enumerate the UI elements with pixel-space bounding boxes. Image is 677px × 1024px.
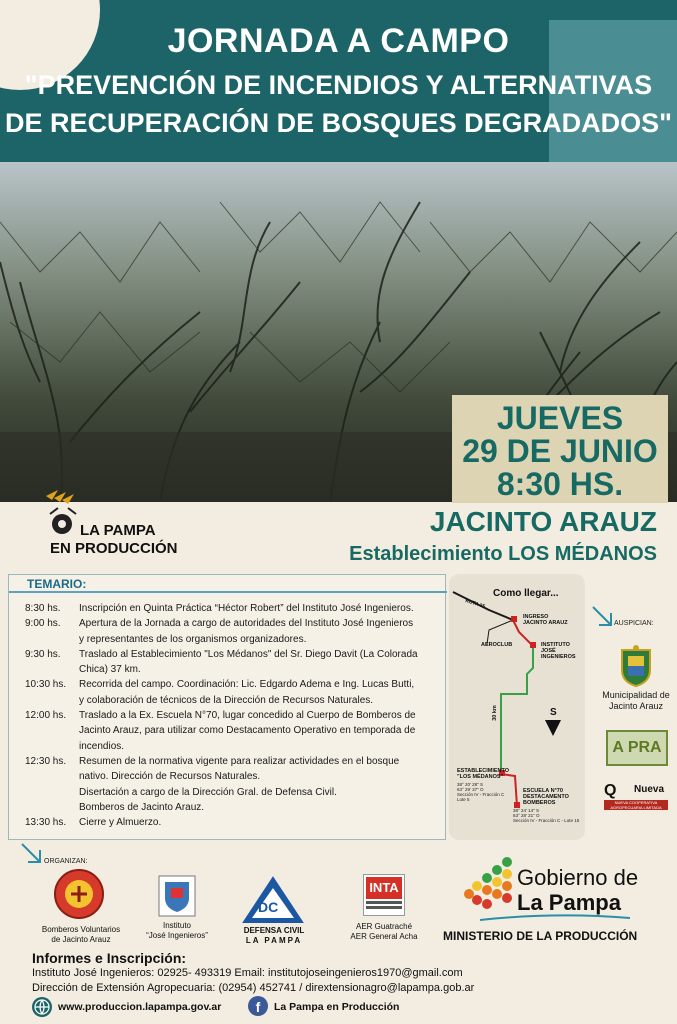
temario-item	[25, 815, 441, 830]
temario-text: incendios.	[79, 740, 125, 752]
temario-time: 9:30 hs.	[25, 648, 61, 660]
temario-item	[25, 754, 441, 815]
map-distance-label: 30 km	[491, 705, 498, 721]
temario-item	[25, 647, 441, 678]
map-ingreso-line: INGRESO	[523, 614, 549, 620]
municipalidad-shield-icon	[618, 644, 654, 688]
temario-item	[25, 677, 441, 708]
organizan-arrow-icon	[20, 842, 44, 866]
informes-extension-line: Dirección de Extensión Agropecuaria: (02954) 452741 / dirextensionagro@lapampa.gob.ar	[32, 982, 475, 994]
map-ingreso-label	[523, 614, 568, 626]
coord-line: 63° 29' 37" O	[457, 787, 484, 792]
gobierno-dots-logo-icon	[463, 856, 517, 910]
temario-text: Cierre y Almuerzo.	[79, 817, 162, 829]
temario-list	[25, 601, 441, 830]
brand-line-1: LA PAMPA	[80, 522, 156, 539]
instituto-logo-icon	[157, 874, 197, 918]
aer-line: AER General Acha	[350, 932, 418, 941]
event-place: JACINTO ARAUZ	[429, 506, 657, 537]
temario-time: 8:30 hs.	[25, 603, 61, 614]
website-link[interactable]: www.produccion.lapampa.gov.ar	[58, 1001, 222, 1013]
event-time: 8:30 HS.	[496, 466, 624, 502]
bomberos-logo-icon	[51, 868, 107, 920]
map-escuela-label	[523, 788, 569, 806]
event-date: 29 DE JUNIO	[462, 433, 658, 469]
inta-stripe	[366, 901, 402, 904]
map-escuela-line: ESCUELA N°70	[523, 788, 563, 794]
map-ruta-label: RUTA 35	[464, 598, 486, 610]
coord-line: 63° 28' 21" O	[513, 813, 540, 818]
coord-line: 38° 20' 28" S	[457, 782, 484, 787]
subtitle-line-2: DE RECUPERACIÓN DE BOSQUES DEGRADADOS"	[5, 108, 672, 138]
temario-divider	[9, 591, 447, 593]
temario-time: 13:30 hs.	[25, 817, 67, 829]
map-escuela-line: DESTACAMENTO	[523, 794, 569, 800]
temario-text: y colaboración de técnicos de la Dirección de Recursos Naturales.	[79, 694, 374, 706]
facebook-icon: f	[248, 996, 268, 1016]
globe-lines	[32, 997, 52, 1017]
directions-map	[449, 574, 585, 840]
defensa-line: DEFENSA CIVIL	[243, 926, 305, 935]
temario-text: nativo. Dirección de Recursos Naturales.	[79, 771, 261, 783]
map-escuela-coords	[513, 808, 579, 823]
temario-text: Recorrida del campo. Coordinación: Lic. Edgardo Adema e Ing. Lucas Butti,	[79, 679, 415, 691]
ministerio-label: MINISTERIO DE LA PRODUCCIÓN	[443, 929, 638, 943]
cooperativa-mark: Q	[604, 782, 617, 799]
map-title: Como llegar...	[493, 588, 559, 599]
map-establecimiento-line: ESTABLECIMIENTO	[457, 768, 510, 774]
facebook-link[interactable]: La Pampa en Producción	[274, 1001, 400, 1013]
aer-line: AER Guatraché	[355, 922, 413, 931]
nueva-cooperativa-logo	[604, 782, 668, 812]
temario-text: Disertación a cargo de la Dirección Gral. de Defensa Civil.	[79, 786, 337, 798]
temario-text: Jacinto Arauz, para utilizar como Destacamento Operativo en temporada de	[79, 725, 416, 737]
temario-text: Traslado a la Ex. Escuela N°70, lugar concedido al Cuerpo de Bomberos de	[79, 710, 416, 722]
informes-title: Informes e Inscripción:	[32, 950, 187, 966]
subtitle-line-1: "PREVENCIÓN DE INCENDIOS Y ALTERNATIVAS	[24, 70, 653, 100]
map-establecimiento-coords	[457, 782, 504, 802]
municipalidad-label: Municipalidad de Jacinto Arauz	[602, 690, 670, 711]
temario-text: Traslado al Establecimiento "Los Médanos" del Sr. Diego Davit (La Colorada	[79, 648, 418, 660]
temario-item	[25, 601, 441, 616]
defensa-civil-mark: DC	[258, 899, 279, 915]
temario-title: TEMARIO:	[27, 577, 87, 591]
bomberos-line: de Jacinto Arauz	[51, 935, 111, 944]
cooperativa-name: Nueva	[634, 784, 665, 795]
inta-mark: INTA	[366, 877, 402, 899]
coord-line: Sección IV - Fracción C - Lote 15	[513, 818, 580, 823]
temario-panel	[8, 574, 446, 840]
globe-icon	[32, 997, 52, 1017]
gobierno-swoosh	[480, 914, 630, 922]
apra-logo: A PRA	[606, 730, 668, 766]
event-day: JUEVES	[496, 400, 624, 436]
temario-text: Bomberos de Jacinto Arauz.	[79, 801, 205, 813]
map-establecimiento-label	[457, 768, 509, 780]
defensa-line: LA PAMPA	[245, 936, 303, 945]
gobierno-line-2: La Pampa	[517, 890, 621, 915]
temario-item	[25, 616, 441, 647]
informes-instituto-line: Instituto José Ingenieros: 02925- 493319 Email: institutojoseingenieros1970@gmail.com	[32, 967, 463, 979]
temario-time: 12:30 hs.	[25, 755, 67, 767]
map-ingreso-line: JACINTO ARAUZ	[523, 620, 568, 626]
event-venue: Establecimiento LOS MÉDANOS	[349, 543, 657, 565]
la-pampa-en-produccion-logo	[38, 486, 178, 558]
temario-time: 10:30 hs.	[25, 679, 67, 691]
cooperativa-subtitle: NUEVA COOPERATIVA AGROPECUARIA LIMITADA	[604, 800, 668, 810]
inta-logo	[363, 874, 405, 916]
temario-text: y representantes de los organismos organizadores.	[79, 633, 307, 645]
temario-text: Resumen de la normativa vigente para realizar actividades en el bosque	[79, 755, 400, 767]
auspician-label: AUSPICIAN:	[614, 620, 654, 627]
map-escuela-line: BOMBEROS	[523, 800, 556, 806]
coord-line: 38° 24' 14" S	[513, 808, 540, 813]
map-instituto-line: INGENIEROS	[541, 654, 576, 660]
event-subtitle	[0, 66, 677, 142]
map-establecimiento-line: "LOS MÉDANOS"	[457, 774, 504, 780]
temario-time: 9:00 hs.	[25, 618, 61, 630]
map-south-label: S	[550, 707, 557, 718]
bomberos-line: Bomberos Voluntarios	[41, 925, 121, 934]
coord-line: Lote 5	[457, 797, 470, 802]
map-instituto-line: JOSÉ	[541, 648, 556, 654]
brand-line-2: EN PRODUCCIÓN	[50, 540, 178, 557]
aer-label	[338, 922, 430, 942]
temario-time: 12:00 hs.	[25, 710, 67, 722]
defensa-civil-label	[234, 926, 314, 946]
temario-text: Chica) 37 km.	[79, 664, 141, 676]
inta-stripe	[366, 906, 402, 909]
instituto-line: “José Ingenieros”	[146, 931, 208, 940]
map-instituto-label	[541, 642, 576, 660]
map-instituto-line: INSTITUTO	[541, 642, 570, 648]
bomberos-label	[38, 925, 124, 945]
temario-text: Apertura de la Jornada a cargo de autoridades del Instituto José Ingenieros	[79, 618, 414, 630]
organizan-label: ORGANIZAN:	[44, 858, 88, 865]
temario-text: Inscripción en Quinta Práctica “Héctor Robert” del Instituto José Ingenieros.	[79, 603, 414, 614]
event-title: JORNADA A CAMPO	[167, 22, 510, 60]
gobierno-line-1: Gobierno de	[517, 865, 639, 890]
header-banner	[0, 0, 677, 162]
instituto-label	[136, 921, 218, 941]
auspician-arrow-icon	[591, 605, 615, 629]
coord-line: Sección IV - Fracción C	[457, 792, 505, 797]
map-aeroclub-label: AEROCLUB	[481, 642, 513, 648]
instituto-line: Instituto	[162, 921, 191, 930]
temario-item	[25, 708, 441, 754]
